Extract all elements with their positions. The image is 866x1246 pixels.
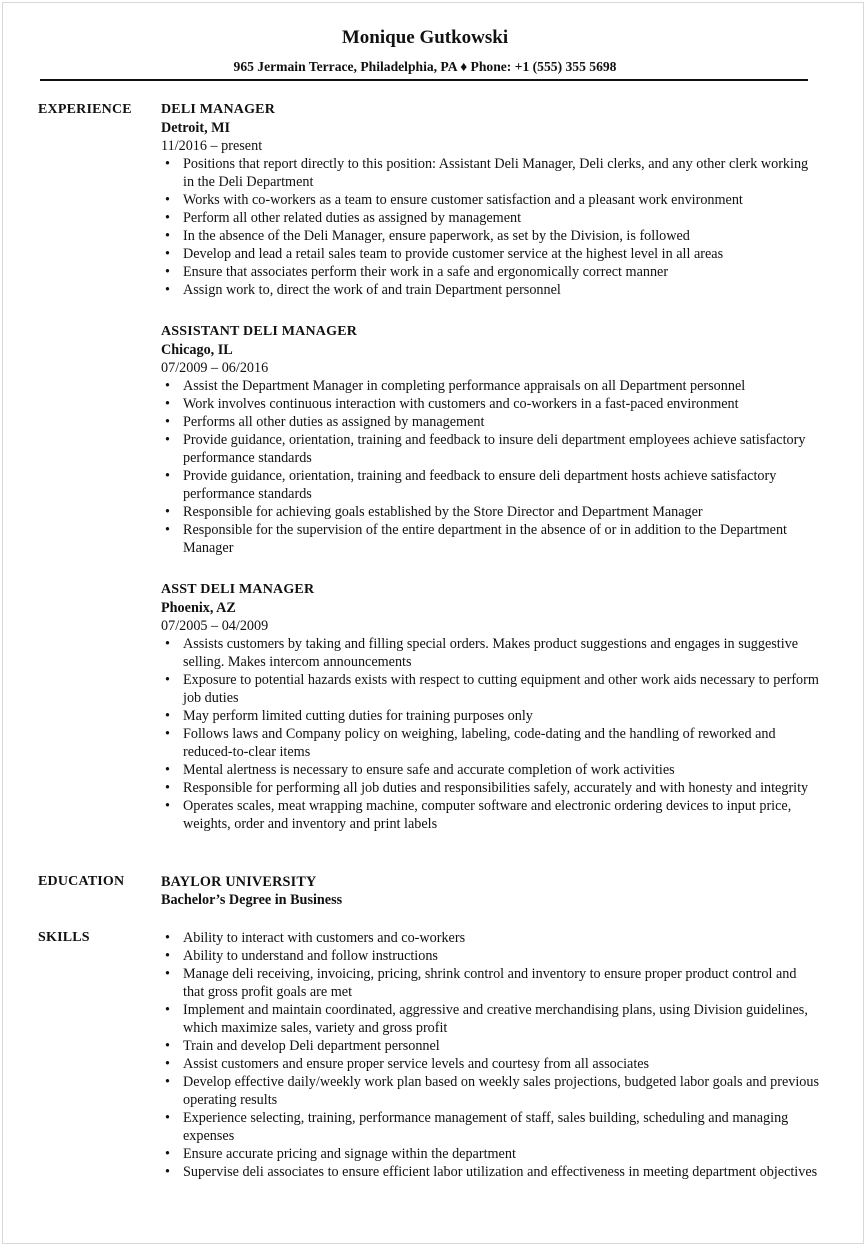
skill-item: • Ensure accurate pricing and signage within the department	[161, 1145, 821, 1163]
bullet-item: • Provide guidance, orientation, training and feedback to insure deli department employees achieve satisfactory performance standards	[161, 431, 821, 467]
job-bullets	[161, 635, 821, 833]
job-dates: 07/2009 – 06/2016	[161, 360, 269, 376]
bullet-item: • Follows laws and Company policy on weighing, labeling, code-dating and the handling of reworked and reduced-to-clear items	[161, 725, 821, 761]
skill-item: • Implement and maintain coordinated, aggressive and creative merchandising plans, using Division guidelines, which maximize sales, variety and gross profit	[161, 1001, 821, 1037]
section-title-education: EDUCATION	[38, 874, 125, 889]
bullet-item: • Operates scales, meat wrapping machine, computer software and electronic ordering devices to input price, weights, order and inventory and print labels	[161, 797, 821, 833]
bullet-item: • Responsible for performing all job duties and responsibilities safely, accurately and with honesty and integrity	[161, 779, 821, 797]
skill-item: • Manage deli receiving, invoicing, pricing, shrink control and inventory to ensure proper product control and that gross profit goals are met	[161, 965, 821, 1001]
job-entry	[161, 101, 821, 299]
bullet-item: • Works with co-workers as a team to ensure customer satisfaction and a pleasant work environment	[161, 191, 821, 209]
section-title-skills: SKILLS	[38, 930, 90, 945]
job-entry	[161, 581, 821, 833]
bullet-item: • May perform limited cutting duties for training purposes only	[161, 707, 821, 725]
bullet-item: • Ensure that associates perform their work in a safe and ergonomically correct manner	[161, 263, 821, 281]
candidate-name: Monique Gutkowski	[341, 27, 509, 48]
job-location: Detroit, MI	[161, 120, 231, 136]
skills-section	[38, 929, 828, 1181]
contact-line: 965 Jermain Terrace, Philadelphia, PA ♦ Phone: +1 (555) 355 5698	[233, 59, 617, 74]
skills-body	[161, 929, 821, 1181]
job-title: ASSISTANT DELI MANAGER	[161, 324, 358, 339]
bullet-item: • Provide guidance, orientation, training and feedback to ensure deli department hosts achieve satisfactory performance standards	[161, 467, 821, 503]
bullet-item: • In the absence of the Deli Manager, ensure paperwork, as set by the Division, is followed	[161, 227, 821, 245]
bullet-item: • Assists customers by taking and filling special orders. Makes product suggestions and engages in suggestive selling. Makes intercom announcements	[161, 635, 821, 671]
experience-section	[38, 101, 828, 857]
header-divider	[40, 79, 808, 81]
bullet-item: • Exposure to potential hazards exists with respect to cutting equipment and other work aids necessary to perform job duties	[161, 671, 821, 707]
degree: Bachelor’s Degree in Business	[161, 892, 343, 908]
job-dates: 07/2005 – 04/2009	[161, 618, 269, 634]
school-name: BAYLOR UNIVERSITY	[161, 874, 317, 890]
bullet-item: • Mental alertness is necessary to ensure safe and accurate completion of work activities	[161, 761, 821, 779]
bullet-item: • Perform all other related duties as assigned by management	[161, 209, 821, 227]
bullet-item: • Work involves continuous interaction with customers and co-workers in a fast-paced environment	[161, 395, 821, 413]
job-bullets	[161, 155, 821, 299]
skill-item: • Train and develop Deli department personnel	[161, 1037, 821, 1055]
skill-item: • Develop effective daily/weekly work plan based on weekly sales projections, budgeted labor goals and previous operating results	[161, 1073, 821, 1109]
job-bullets	[161, 377, 821, 557]
bullet-item: • Responsible for achieving goals established by the Store Director and Department Manager	[161, 503, 821, 521]
experience-list	[161, 101, 821, 833]
job-location: Chicago, IL	[161, 342, 233, 358]
bullet-item: • Assist the Department Manager in completing performance appraisals on all Department personnel	[161, 377, 821, 395]
skill-item: • Experience selecting, training, performance management of staff, sales building, scheduling and managing expenses	[161, 1109, 821, 1145]
skill-item: • Assist customers and ensure proper service levels and courtesy from all associates	[161, 1055, 821, 1073]
job-title: ASST DELI MANAGER	[161, 582, 315, 597]
bullet-item: • Assign work to, direct the work of and train Department personnel	[161, 281, 821, 299]
bullet-item: • Develop and lead a retail sales team to provide customer service at the highest level in all areas	[161, 245, 821, 263]
education-section	[38, 873, 828, 909]
bullet-item: • Positions that report directly to this position: Assistant Deli Manager, Deli clerks, and any other clerk working in the Deli Department	[161, 155, 821, 191]
skill-item: • Ability to interact with customers and co-workers	[161, 929, 821, 947]
job-title: DELI MANAGER	[161, 102, 276, 117]
job-entry	[161, 323, 821, 557]
section-title-experience: EXPERIENCE	[38, 102, 132, 117]
job-location: Phoenix, AZ	[161, 600, 236, 616]
skill-item: • Ability to understand and follow instructions	[161, 947, 821, 965]
bullet-item: • Responsible for the supervision of the entire department in the absence of or in addition to the Department Manager	[161, 521, 821, 557]
bullet-item: • Performs all other duties as assigned by management	[161, 413, 821, 431]
skill-item: • Supervise deli associates to ensure efficient labor utilization and effectiveness in meeting department objectives	[161, 1163, 821, 1181]
resume-header	[0, 26, 866, 76]
education-entry	[161, 873, 821, 909]
job-dates: 11/2016 – present	[161, 138, 263, 154]
skills-list	[161, 929, 821, 1181]
